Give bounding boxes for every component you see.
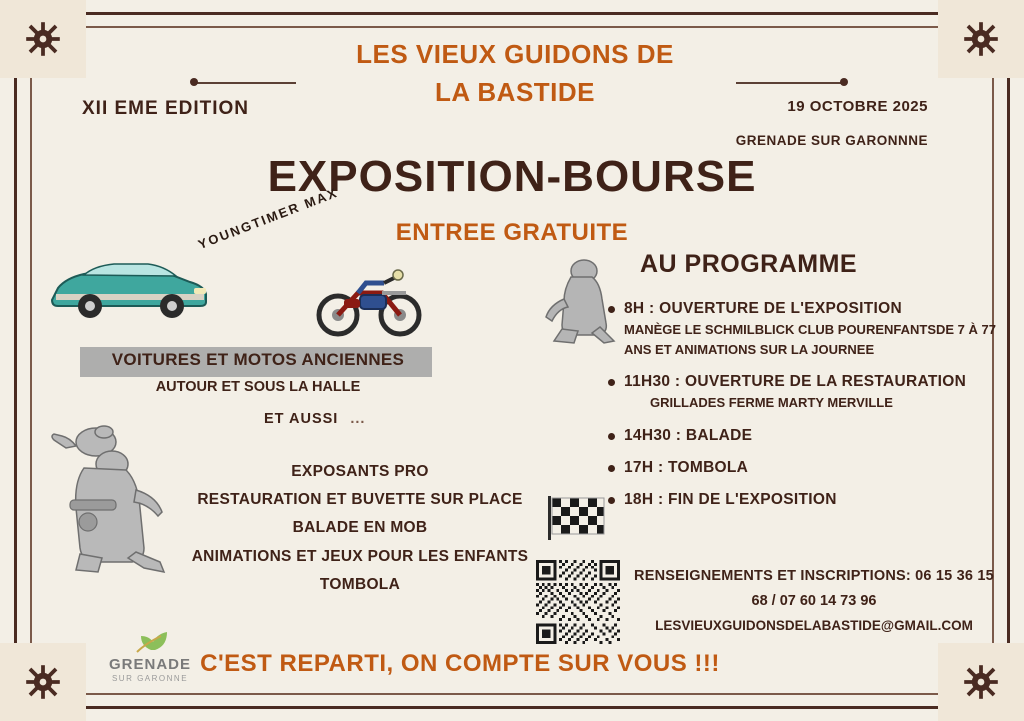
et-aussi-text: ET AUSSI — [264, 411, 339, 427]
edition-label: XII EME EDITION — [82, 98, 250, 119]
bullet-icon — [608, 306, 615, 313]
event-place: GRENADE SUR GARONNNE — [735, 133, 928, 148]
list-item: ANIMATIONS ET JEUX POUR LES ENFANTS — [191, 547, 529, 565]
logo-name: GRENADE — [108, 656, 191, 673]
classic-motorcycle-icon — [314, 253, 424, 341]
rosette-ornament-icon — [960, 661, 1002, 703]
bullet-icon — [608, 465, 615, 472]
contact-phone-line-1: RENSEIGNEMENTS ET INSCRIPTIONS: 06 15 36 15 — [634, 568, 994, 584]
title-line-2: LA BASTIDE — [434, 76, 596, 107]
rosette-ornament-icon — [22, 18, 64, 60]
left-features-list — [150, 458, 570, 599]
decor-line-right — [736, 82, 844, 84]
list-item: BALADE EN MOB — [292, 519, 428, 537]
title-line-1: LES VIEUX GUIDONS DE — [356, 39, 674, 69]
list-item: TOMBOLA — [319, 575, 401, 593]
program-item-time-label: 8H : OUVERTURE DE L'EXPOSITION — [624, 300, 902, 317]
free-entry-label: ENTREE GRATUITE — [395, 219, 629, 246]
list-item: RESTAURATION ET BUVETTE SUR PLACE — [197, 491, 523, 509]
program-item — [608, 300, 1008, 359]
program-item-time-label: 11H30 : OUVERTURE DE LA RESTAURATION — [624, 373, 967, 390]
decor-line-left — [196, 82, 296, 84]
program-item-time-label: 17H : TOMBOLA — [624, 458, 749, 476]
program-item — [608, 459, 1008, 477]
program-list — [608, 300, 1008, 523]
bullet-icon — [608, 433, 615, 440]
bullet-icon — [608, 379, 615, 386]
rosette-ornament-icon — [22, 661, 64, 703]
banner-subtitle: AUTOUR ET SOUS LA HALLE — [155, 379, 361, 395]
classic-car-icon — [44, 248, 212, 320]
list-item: EXPOSANTS PRO — [291, 463, 429, 480]
program-item — [608, 491, 1008, 509]
rosette-ornament-icon — [960, 18, 1002, 60]
qr-code[interactable] — [536, 560, 620, 644]
contact-phone-line-2: 68 / 07 60 14 73 96 — [751, 592, 877, 609]
checkered-flag-icon — [546, 492, 608, 542]
event-date: 19 OCTOBRE 2025 — [787, 98, 928, 115]
event-headline: EXPOSITION-BOURSE — [267, 152, 757, 201]
youngtimer-label: YOUNGTIMER MAX — [196, 184, 341, 253]
program-item-detail: MANÈGE LE SCHMILBLICK CLUB POURENFANTSDE 7 À 77 ANS ET ANIMATIONS SUR LA JOURNEE — [624, 322, 996, 357]
program-title: AU PROGRAMME — [640, 250, 858, 278]
program-item — [608, 427, 1008, 445]
poster-title — [300, 36, 730, 111]
decor-dot-right — [840, 78, 848, 86]
et-aussi-dots: ... — [350, 411, 366, 427]
et-aussi-label — [264, 411, 365, 427]
contact-block — [628, 564, 1000, 637]
banner-title: VOITURES ET MOTOS ANCIENNES — [111, 350, 405, 369]
contact-email[interactable]: LESVIEUXGUIDONSDELABASTIDE@GMAIL.COM — [655, 617, 973, 633]
program-item — [608, 373, 1008, 413]
program-item-time-label: 18H : FIN DE L'EXPOSITION — [624, 490, 837, 508]
program-item-detail: GRILLADES FERME MARTY MERVILLE — [650, 395, 893, 410]
logo-subtitle: SUR GARONNE — [111, 674, 189, 683]
decor-dot-left — [190, 78, 198, 86]
footer-slogan: C'EST REPARTI, ON COMPTE SUR VOUS !!! — [200, 650, 720, 677]
program-item-time-label: 14H30 : BALADE — [624, 426, 753, 444]
bullet-icon — [608, 497, 615, 504]
